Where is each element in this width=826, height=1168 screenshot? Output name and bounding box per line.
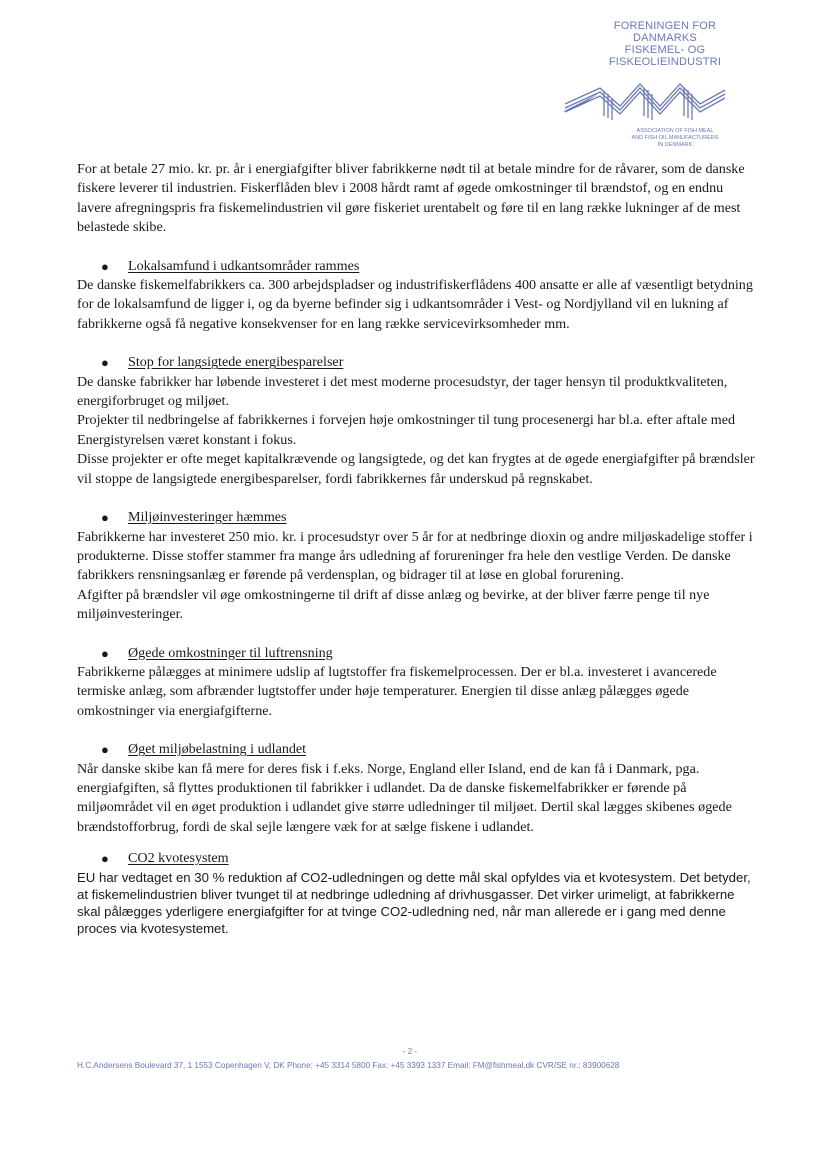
- bullet-icon: ●: [101, 851, 109, 867]
- bullet-icon: ●: [101, 510, 109, 526]
- section-luftrensning: [77, 644, 757, 722]
- association-logo: [560, 20, 760, 155]
- bullet-icon: ●: [101, 645, 109, 661]
- logo-title: FORENINGEN FOR DANMARKS FISKEMEL- OG FISKEOLIEINDUSTRI: [608, 20, 722, 68]
- intro-paragraph: For at betale 27 mio. kr. pr. år i energiafgifter bliver fabrikkerne nødt til at betale mindre for de råvarer, som de danske fiskere leverer til industrien. Fiskerflåden blev i 2008 hårdt ramt af øgede omkostninger til brændstof, og en endnu lavere afregningspris fra fiskemelindustrien vil gøre fiskeriet urentabelt og føre til en lang række lukninger af de mest belastede skibe.: [77, 161, 745, 236]
- section-paragraph: De danske fiskemelfabrikkers ca. 300 arbejdspladser og industrifiskerflådens 400 ansatte er alle af væsentligt betydning for de lokalsamfund de ligger i, og da byerne befinder sig i udkantsområder i Vest- og Nordjylland vil en lukning af fabrikkerne også få negative konsekvenser for en lang række servicevirksomheder mm.: [77, 277, 753, 332]
- section-paragraph: Når danske skibe kan få mere for deres fisk i f.eks. Norge, England eller Island, end de kan få i Danmark, pga. energiafgiften, så flyttes produktionen til fabrikker i udlandet. Da de danske fiskemelfabrikker er førende på miljøområdet vil en øget produktion i udlandet give større udledninger til miljøet. Dertil skal lægges skibenes øgede brændstofforbrug, fordi de skal sejle længere væk for at sælge fiskene i udlandet.: [77, 760, 732, 835]
- section-heading: ● Øgede omkostninger til luftrensning: [77, 644, 757, 663]
- section-paragraph: EU har vedtaget en 30 % reduktion af CO2-udledningen og dette mål skal opfyldes via et kvotesystem. Det betyder, at fiskemelindustrien bliver tvunget til at nedbringe udledning af drivhusgasser. Det virker urimeligt, at fabrikkerne skal pålægges yderligere energiafgifter for at tvinge CO2-udledning ned, når man allerede er i gang med denne proces via kvotesystemet.: [77, 869, 751, 936]
- section-miljobelastning: [77, 740, 757, 837]
- section-paragraph: Projekter til nedbringelse af fabrikkernes i forvejen høje omkostninger til tung procesenergi har bl.a. efter aftale med Energistyrelsen været konstant i fokus.: [77, 412, 735, 448]
- document-body: [77, 160, 757, 937]
- page-footer: [0, 1047, 826, 1070]
- section-paragraph: Afgifter på brændsler vil øge omkostningerne til drift af disse anlæg og bevirke, at der bliver færre penge til nye miljøinvesteringer.: [77, 586, 710, 623]
- section-paragraph: Fabrikkerne pålægges at minimere udslip af lugtstoffer fra fiskemelprocessen. Der er bl.a. investeret i avancerede termiske anlæg, som afbrænder lugtstoffer under høje temperaturer. Energien til disse anlæg pålægges øgede omkostninger via energiafgifterne.: [77, 663, 717, 719]
- section-lokalsamfund: [77, 257, 757, 335]
- section-heading: ● Øget miljøbelastning i udlandet: [77, 740, 757, 759]
- section-heading: ● Stop for langsigtede energibesparelser: [77, 353, 757, 372]
- section-heading: ● Lokalsamfund i udkantsområder rammes: [77, 257, 757, 276]
- bullet-icon: ●: [101, 742, 109, 758]
- section-heading: ● Miljøinvesteringer hæmmes: [77, 508, 757, 527]
- fish-wave-icon: [560, 76, 740, 131]
- section-co2-kvotesystem: [77, 849, 757, 936]
- section-paragraph: Disse projekter er ofte meget kapitalkrævende og langsigtede, og det kan frygtes at de øgede energiafgifter på brændsler vil stoppe de langsigtede energibesparelser, fordi fabrikkernes får underskud på regnskabet.: [77, 451, 755, 487]
- section-miljoinvesteringer: [77, 508, 757, 624]
- section-energibesparelser: [77, 353, 757, 489]
- footer-address: H.C.Andersens Boulevard 37, 1 1553 Copenhagen V, DK Phone: +45 3314 5800 Fax: +45 3393 1337 Email: FM@fishmeal.dk CVR/SE nr.: 83900628: [77, 1061, 620, 1070]
- bullet-icon: ●: [101, 258, 109, 274]
- section-paragraph: Fabrikkerne har investeret 250 mio. kr. i procesudstyr over 5 år for at nedbringe dioxin og andre miljøskadelige stoffer i produkterne. Disse stoffer stammer fra mange års udledning af forureninger fra hele den vestlige Verden. De danske fabrikkers rensningsanlæg er førende på verdensplan, og bidrager til at løse en global forurening.: [77, 528, 753, 584]
- bullet-icon: ●: [101, 355, 109, 371]
- section-paragraph: De danske fabrikker har løbende investeret i det mest moderne procesudstyr, der tager hensyn til produktkvaliteten, energiforbruget og miljøet.: [77, 373, 728, 410]
- section-heading: ● CO2 kvotesystem: [77, 849, 757, 868]
- logo-subtitle: ASSOCIATION OF FISH MEAL AND FISH OIL MANUFACTURERS IN DENMARK: [631, 128, 719, 148]
- page-number: - 2 -: [402, 1047, 418, 1056]
